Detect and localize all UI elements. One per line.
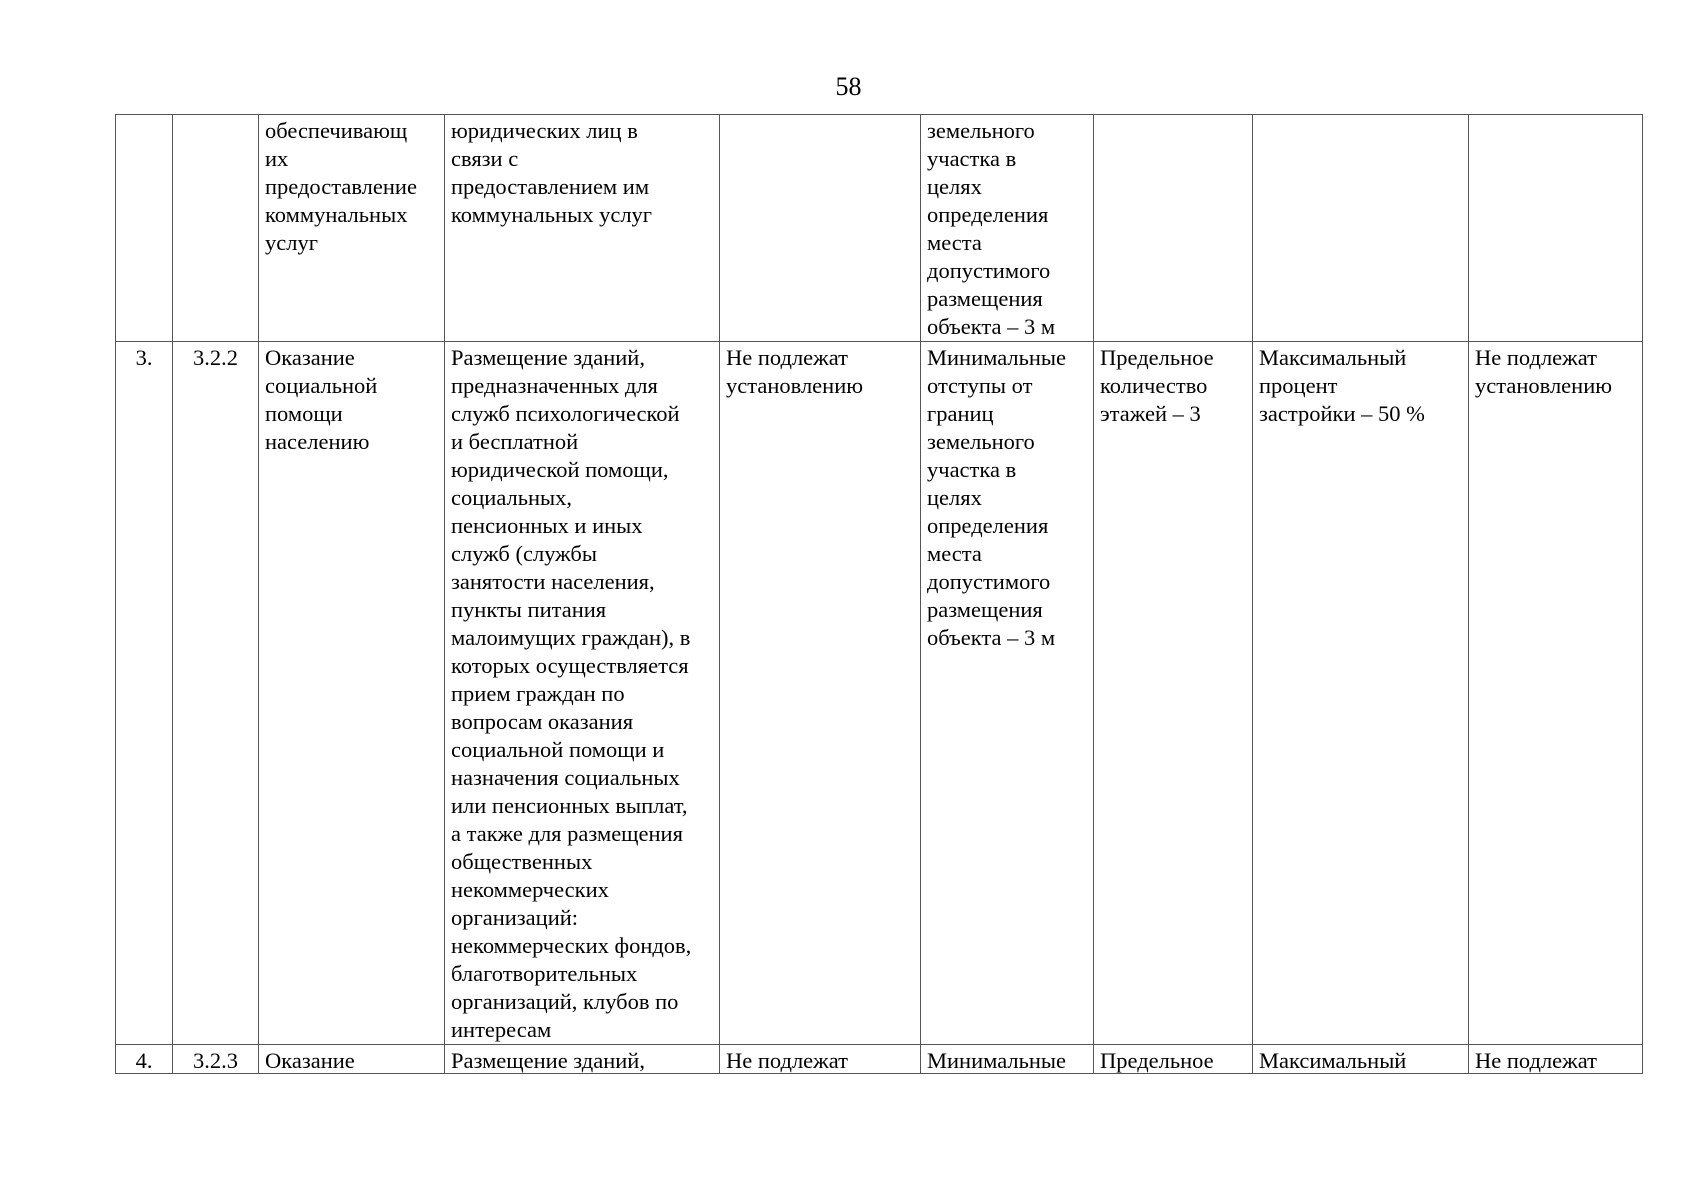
coverage-cell (1253, 1045, 1469, 1074)
cell-text-line: назначения социальных (451, 765, 680, 790)
cell-text-line: Максимальный (1259, 345, 1407, 370)
cell-text-line: земельного (927, 429, 1035, 454)
row-code-cell: 3.2.2 (173, 342, 259, 1045)
use-name-cell (259, 115, 445, 342)
cell-text-line: некоммерческих (451, 877, 609, 902)
cell-text-line: которых осуществляется (451, 653, 689, 678)
cell-text-line: Не подлежат (1475, 345, 1597, 370)
cell-text-line: определения (927, 513, 1049, 538)
cell-text-line: Размещение зданий, (451, 345, 645, 370)
cell-text-line: малоимущих граждан), в (451, 625, 691, 650)
floors-cell (1094, 1045, 1253, 1074)
row-number-cell: 4. (116, 1045, 173, 1074)
cell-text-line: служб психологической (451, 401, 680, 426)
coverage-cell (1253, 115, 1469, 342)
cell-text-line: объекта – 3 м (927, 625, 1056, 650)
cell-text-line: социальной (265, 373, 378, 398)
cell-text-line: вопросам оказания (451, 709, 634, 734)
cell-text-line: этажей – 3 (1100, 401, 1201, 426)
row-number-cell: 3. (116, 342, 173, 1045)
cell-text-line: благотворительных (451, 961, 638, 986)
cell-text-line: допустимого (927, 569, 1051, 594)
cell-text-line: предназначенных для (451, 373, 658, 398)
cell-text-line: процент (1259, 373, 1338, 398)
setbacks-cell (921, 342, 1094, 1045)
cell-text-line: Предельное (1100, 1048, 1214, 1073)
cell-text-line: предоставление (265, 174, 417, 199)
cell-text-line: коммунальных (265, 202, 408, 227)
cell-text-line: и бесплатной (451, 429, 579, 454)
table-row (116, 342, 1643, 1045)
cell-text-line: допустимого (927, 258, 1051, 283)
cell-text-line: целях (927, 485, 982, 510)
cell-text-line: или пенсионных выплат, (451, 793, 688, 818)
cell-text-line: социальной помощи и (451, 737, 665, 762)
use-description-cell (445, 342, 720, 1045)
cell-text-line: застройки – 50 % (1259, 401, 1425, 426)
cell-text-line: социальных, (451, 485, 573, 510)
cell-text-line: предоставлением им (451, 174, 650, 199)
other-params-cell (1469, 342, 1643, 1045)
cell-text-line: некоммерческих фондов, (451, 933, 692, 958)
cell-text-line: места (927, 541, 982, 566)
coverage-cell (1253, 342, 1469, 1045)
cell-text-line: установлению (726, 373, 864, 398)
cell-text-line: организаций: (451, 905, 579, 930)
cell-text-line: а также для размещения (451, 821, 683, 846)
cell-text-line: участка в (927, 457, 1017, 482)
cell-text-line: Предельное (1100, 345, 1214, 370)
cell-text-line: интересам (451, 1017, 552, 1042)
cell-text-line: размещения (927, 597, 1043, 622)
cell-text-line: организаций, клубов по (451, 989, 679, 1014)
cell-text-line: прием граждан по (451, 681, 625, 706)
cell-text-line: целях (927, 174, 982, 199)
use-name-cell (259, 1045, 445, 1074)
use-name-cell (259, 342, 445, 1045)
cell-text-line: определения (927, 202, 1049, 227)
cell-text-line: Оказание (265, 345, 355, 370)
setbacks-cell (921, 115, 1094, 342)
min-area-cell (720, 1045, 921, 1074)
cell-text-line: пенсионных и иных (451, 513, 643, 538)
setbacks-cell (921, 1045, 1094, 1074)
cell-text-line: помощи (265, 401, 343, 426)
row-code-cell (173, 115, 259, 342)
cell-text-line: Не подлежат (1475, 1048, 1597, 1073)
cell-text-line: размещения (927, 286, 1043, 311)
cell-text-line: Минимальные (927, 1048, 1067, 1073)
cell-text-line: юридической помощи, (451, 457, 669, 482)
other-params-cell (1469, 1045, 1643, 1074)
cell-text-line: их (265, 146, 289, 171)
table-row-continued (116, 115, 1643, 342)
cell-text-line: Размещение зданий, (451, 1048, 645, 1073)
cell-text-line: пункты питания (451, 597, 607, 622)
cell-text-line: границ (927, 401, 994, 426)
cell-text-line: связи с (451, 146, 519, 171)
cell-text-line: установлению (1475, 373, 1613, 398)
cell-text-line: места (927, 230, 982, 255)
use-description-cell (445, 115, 720, 342)
row-code-cell: 3.2.3 (173, 1045, 259, 1074)
cell-text-line: населению (265, 429, 370, 454)
cell-text-line: Не подлежат (726, 345, 848, 370)
other-params-cell (1469, 115, 1643, 342)
cell-text-line: количество (1100, 373, 1208, 398)
cell-text-line: объекта – 3 м (927, 314, 1056, 339)
cell-text-line: Не подлежат (726, 1048, 848, 1073)
table-row-truncated (116, 1045, 1643, 1074)
cell-text-line: Максимальный (1259, 1048, 1407, 1073)
cell-text-line: общественных (451, 849, 593, 874)
cell-text-line: коммунальных услуг (451, 202, 653, 227)
page-number: 58 (835, 72, 862, 101)
cell-text-line: земельного (927, 118, 1035, 143)
cell-text-line: участка в (927, 146, 1017, 171)
regulations-table (115, 114, 1643, 1074)
floors-cell (1094, 115, 1253, 342)
use-description-cell (445, 1045, 720, 1074)
cell-text-line: Минимальные (927, 345, 1067, 370)
cell-text-line: обеспечивающ (265, 118, 408, 143)
cell-text-line: юридических лиц в (451, 118, 638, 143)
cell-text-line: Оказание (265, 1048, 355, 1073)
cell-text-line: услуг (265, 230, 318, 255)
cell-text-line: занятости населения, (451, 569, 655, 594)
cell-text-line: отступы от (927, 373, 1033, 398)
floors-cell (1094, 342, 1253, 1045)
row-number-cell (116, 115, 173, 342)
cell-text-line: служб (службы (451, 541, 597, 566)
min-area-cell (720, 115, 921, 342)
min-area-cell (720, 342, 921, 1045)
